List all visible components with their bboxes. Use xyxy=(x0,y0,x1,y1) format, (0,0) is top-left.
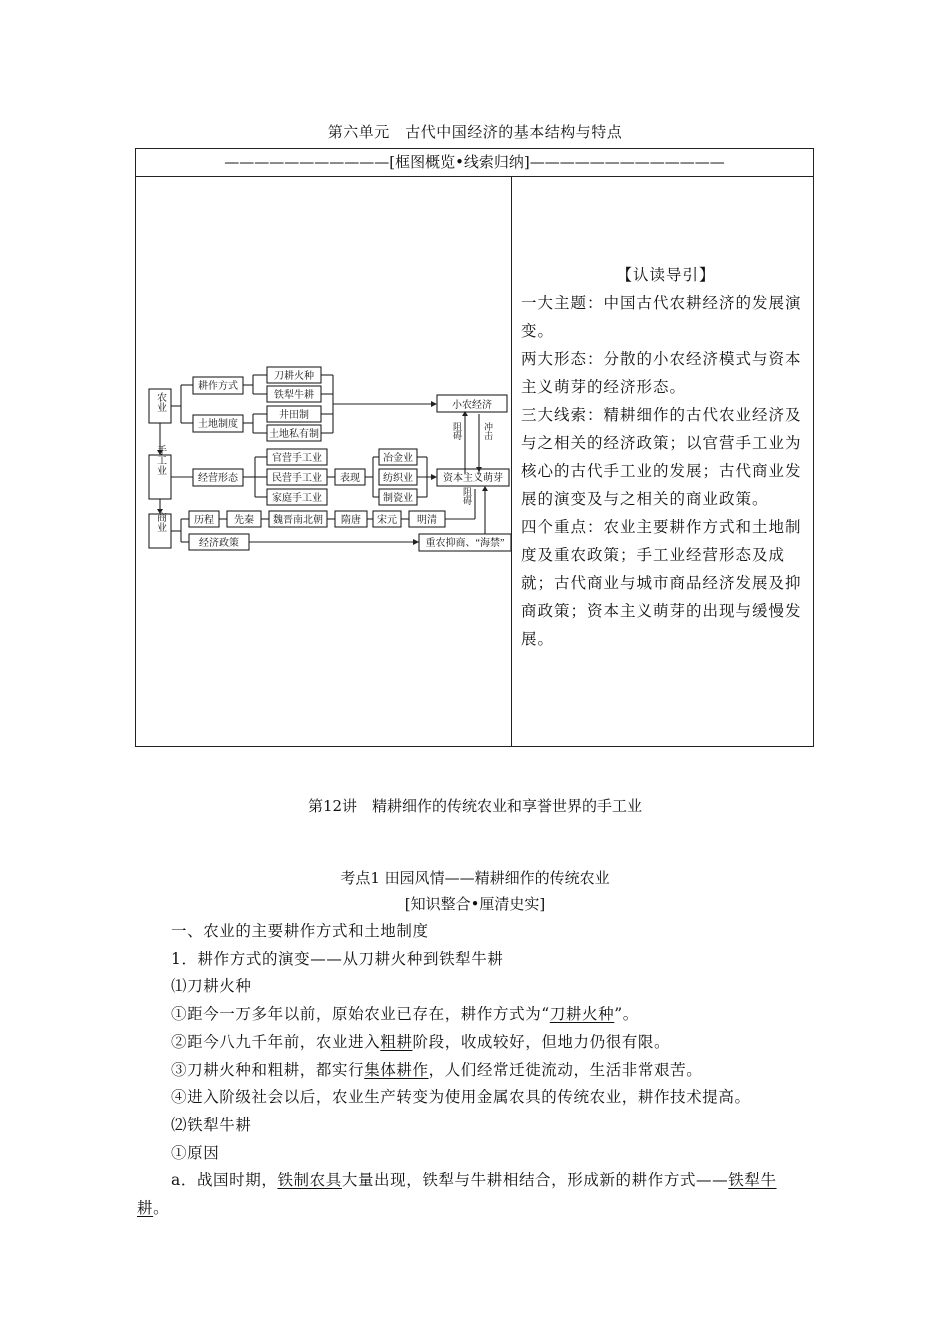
diagram-comm: 商业 xyxy=(154,512,166,532)
lecture-title: 第12讲 精耕细作的传统农业和享誉世界的手工业 xyxy=(307,797,643,815)
reading-guide-title: 【认读导引】 xyxy=(616,266,716,284)
diagram-jingying: 经营形态 xyxy=(198,473,238,484)
diagram-agri: 农业 xyxy=(154,392,166,412)
diagram-mingqing: 明清 xyxy=(417,515,437,526)
diagram-minying: 民营手工业 xyxy=(272,473,322,484)
diagram-yejin: 冶金业 xyxy=(383,453,413,464)
paragraph: 耕。 xyxy=(137,1199,170,1218)
diagram-weijin: 魏晋南北朝 xyxy=(273,515,323,526)
diagram-handi: 手工业 xyxy=(154,445,166,475)
topic-title: 考点1 田园风情——精耕细作的传统农业 xyxy=(340,869,610,887)
paragraph: ①距今一万多年以前，原始农业已存在，耕作方式为“刀耕火种”。 xyxy=(171,1005,639,1024)
guide-theme: 一大主题：中国古代农耕经济的发展演变。 xyxy=(521,294,802,340)
diagram-jingji: 经济政策 xyxy=(199,538,239,549)
diagram-suitang: 隋唐 xyxy=(341,515,361,526)
diagram-tudi: 土地制度 xyxy=(198,419,238,430)
overview-table xyxy=(135,148,814,747)
diagram-siyou: 土地私有制 xyxy=(269,429,319,440)
section-heading: 一、农业的主要耕作方式和土地制度 xyxy=(171,922,429,940)
guide-threads: 三大线索：精耕细作的古代农业经济及与之相关的经济政策；以官营手工业为核心的古代手工业的发展；古代商业发展的演变及与之相关的商业政策。 xyxy=(521,406,802,508)
diagram-chongji: 冲击 xyxy=(483,422,493,440)
body-text xyxy=(137,918,817,1223)
reading-guide xyxy=(521,261,811,653)
diagram-zhongnong: 重农抑商、“海禁” xyxy=(425,538,505,549)
diagram-xianqin: 先秦 xyxy=(234,515,254,526)
paragraph: ②距今八九千年前，农业进入粗耕阶段，收成较好，但地力仍很有限。 xyxy=(171,1032,671,1051)
diagram-zibenzhuyi: 资本主义萌芽 xyxy=(443,473,503,484)
subsection-heading: 1．耕作方式的演变——从刀耕火种到铁犁牛耕 xyxy=(171,949,504,968)
diagram-gengzuo: 耕作方式 xyxy=(198,381,238,392)
diagram-zuai1: 阻碍 xyxy=(452,422,462,440)
item-heading: ⑵铁犁牛耕 xyxy=(171,1115,252,1134)
item-heading: ⑴刀耕火种 xyxy=(171,977,252,996)
diagram-zhici: 制瓷业 xyxy=(383,493,413,504)
diagram-daogeng: 刀耕火种 xyxy=(274,371,314,382)
paragraph: ④进入阶级社会以后，农业生产转变为使用金属农具的传统农业，耕作技术提高。 xyxy=(171,1088,751,1107)
diagram-zuai2: 阻碍 xyxy=(462,487,472,505)
unit-title: 第六单元 古代中国经济的基本结构与特点 xyxy=(327,123,623,141)
diagram-guanying: 官营手工业 xyxy=(272,453,322,464)
diagram-songyuan: 宋元 xyxy=(377,515,397,526)
diagram-jiating: 家庭手工业 xyxy=(272,493,322,504)
diagram-xiaonong: 小农经济 xyxy=(452,400,492,411)
diagram-biaoxian: 表现 xyxy=(340,473,360,484)
guide-key-points: 四个重点：农业主要耕作方式和土地制度及重农政策；手工业经营形态及成就；古代商业与城市商品经济发展及抑商政策；资本主义萌芽的出现与缓慢发展。 xyxy=(521,518,802,648)
diagram-jingtian: 井田制 xyxy=(279,410,309,421)
topic-subtitle: [知识整合•厘清史实] xyxy=(404,895,546,913)
diagram-licheng: 历程 xyxy=(194,515,214,526)
diagram-fangzhi: 纺织业 xyxy=(383,473,413,484)
paragraph: ③刀耕火种和粗耕，都实行集体耕作，人们经常迁徙流动，生活非常艰苦。 xyxy=(171,1060,703,1079)
diagram-tieli: 铁犁牛耕 xyxy=(274,390,314,401)
item-heading: ①原因 xyxy=(171,1143,220,1162)
overview-table-header: ———————————[框图概览•线索归纳]————————————— xyxy=(136,149,813,177)
paragraph: a．战国时期，铁制农具大量出现，铁犁与牛耕相结合，形成新的耕作方式——铁犁牛 xyxy=(171,1171,777,1190)
guide-forms: 两大形态：分散的小农经济模式与资本主义萌芽的经济形态。 xyxy=(521,350,802,396)
economy-structure-diagram xyxy=(145,359,515,559)
